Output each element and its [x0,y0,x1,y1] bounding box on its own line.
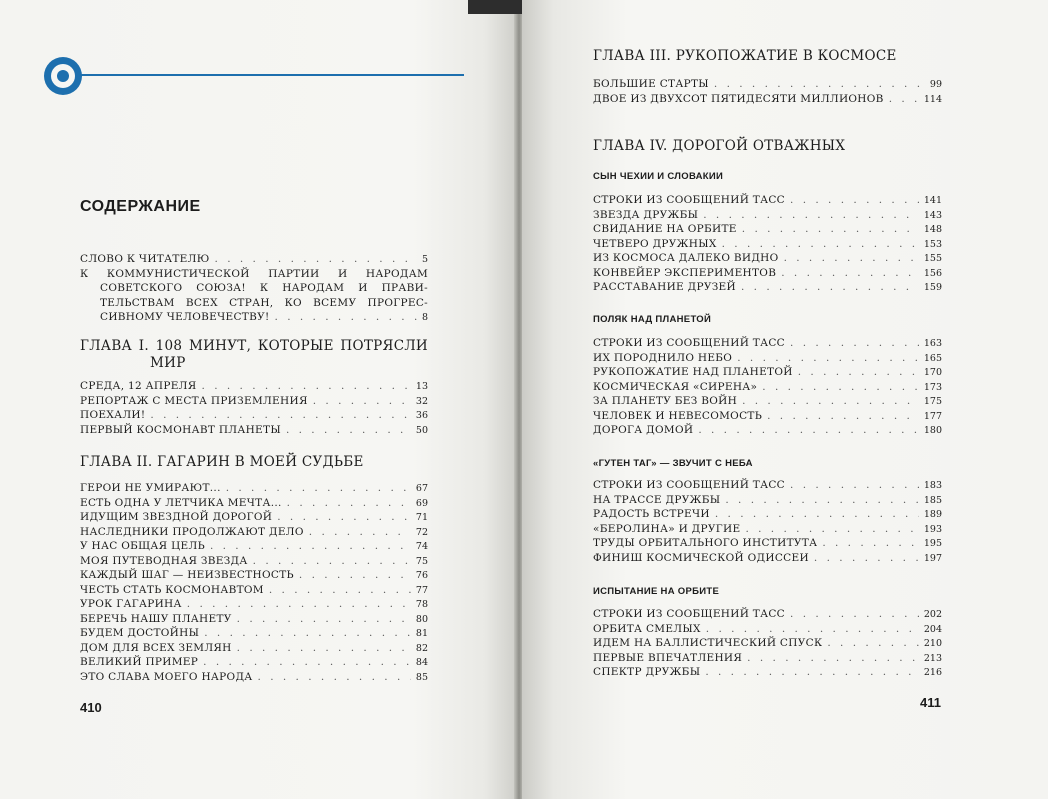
toc-entry-title: УРОК ГАГАРИНА [80,598,182,610]
toc-entry-title: ЧЕСТЬ СТАТЬ КОСМОНАВТОМ [80,583,264,596]
toc-entry-title: У НАС ОБЩАЯ ЦЕЛЬ [80,540,205,552]
toc-entry-title: СПЕКТР ДРУЖБЫ [593,666,701,678]
leader-dots [784,251,919,266]
leader-dots [299,568,411,583]
toc-entry-page: 75 [415,555,428,567]
toc-entry-title: «БЕРОЛИНА» И ДРУГИЕ [593,522,741,535]
toc-entry-page: 210 [923,638,942,649]
leader-dots [790,336,919,351]
toc-entry[interactable] [593,77,942,92]
toc-entry-title: ТРУДЫ ОРБИТАЛЬНОГО ИНСТИТУТА [593,537,818,549]
toc-entry[interactable] [593,522,942,537]
toc-entry-page: 156 [923,267,942,279]
toc-entry[interactable] [80,252,428,267]
leader-dots [741,280,919,295]
leader-dots [215,252,417,267]
toc-entry-page: 71 [415,512,428,523]
leader-dots [269,583,411,598]
header-rule [76,74,464,76]
toc-entry-page: 143 [923,209,942,221]
leader-dots [889,92,919,107]
toc-entry[interactable] [593,266,942,281]
appeal-last-line [80,310,428,325]
appeal-line: СОВЕТСКОГО СОЮЗА! К НАРОДАМ И ПРАВИ- [100,282,428,294]
toc-entry-title: ИХ ПОРОДНИЛО НЕБО [593,351,733,364]
toc-entry-page: 69 [415,497,428,509]
chapter-1-entries [80,379,428,437]
toc-entry[interactable] [593,237,942,252]
leader-dots [747,651,919,666]
toc-entry-title: МОЯ ПУТЕВОДНАЯ ЗВЕЗДА [80,554,248,567]
toc-entry-page: 84 [415,657,428,668]
toc-entry-page: 77 [415,584,428,596]
toc-entry-page: 85 [415,671,428,683]
toc-entry-title: ФИНИШ КОСМИЧЕСКОЙ ОДИССЕИ [593,551,809,564]
toc-entry[interactable] [593,536,942,551]
toc-entry[interactable] [593,493,942,508]
leader-dots [814,551,919,566]
toc-entry-page: 159 [923,282,942,293]
toc-entry-title: ИДЕМ НА БАЛЛИСТИЧЕСКИЙ СПУСК [593,637,823,649]
leader-dots [762,380,919,395]
contents-title: СОДЕРЖАНИЕ [80,198,201,215]
leader-dots [253,554,411,569]
toc-entry-page: 175 [923,396,942,407]
toc-entry[interactable] [593,280,942,295]
toc-entry-title: КОСМИЧЕСКАЯ «СИРЕНА» [593,380,758,393]
toc-entry[interactable] [80,481,428,496]
leader-dots [313,394,411,409]
toc-entry-page: 197 [923,552,942,564]
leader-dots [827,636,918,651]
toc-entry[interactable] [80,496,428,511]
leader-dots [150,408,411,423]
section-4-entries [593,607,942,680]
toc-entry[interactable] [80,510,428,525]
toc-entry-page: 99 [929,79,942,90]
appeal-line: К КОММУНИСТИЧЕСКОЙ ПАРТИИ И НАРОДАМ [80,267,428,280]
toc-entry-page: 67 [415,483,428,494]
toc-entry-page: 189 [923,509,942,520]
right-page [522,0,1048,799]
leader-dots [275,310,417,325]
toc-entry-page: 76 [415,570,428,581]
toc-entry[interactable] [593,423,942,438]
leader-dots [722,237,919,252]
leader-dots [202,379,411,394]
toc-entry-title: НАСЛЕДНИКИ ПРОДОЛЖАЮТ ДЕЛО [80,525,304,538]
leader-dots [742,394,919,409]
toc-entry[interactable] [80,539,428,554]
toc-entry-page: 5 [421,254,428,265]
toc-entry[interactable] [80,568,428,583]
toc-entry-title: ЗВЕЗДА ДРУЖБЫ [593,208,699,221]
leader-dots [258,670,411,685]
toc-entry-page: 165 [923,352,942,364]
toc-entry-title: СТРОКИ ИЗ СООБЩЕНИЙ ТАСС [593,608,786,620]
toc-entry[interactable] [80,612,428,627]
toc-entry[interactable] [593,622,942,637]
leader-dots [715,507,919,522]
toc-entry[interactable] [593,193,942,208]
toc-entry-page: 13 [415,381,428,392]
toc-entry[interactable] [80,641,428,656]
toc-entry[interactable] [593,507,942,522]
chapter-3-heading: ГЛАВА III. РУКОПОЖАТИЕ В КОСМОСЕ [593,48,897,64]
toc-entry[interactable] [593,665,942,680]
page-number-right: 411 [920,695,941,710]
toc-entry-page: 8 [421,312,428,323]
leader-dots [309,525,411,540]
toc-entry-title: ИЗ КОСМОСА ДАЛЕКО ВИДНО [593,252,779,264]
toc-entry[interactable] [593,409,942,424]
section-heading: СЫН ЧЕХИИ И СЛОВАКИИ [593,171,724,182]
toc-entry[interactable] [593,351,942,366]
toc-entry[interactable] [593,208,942,223]
toc-entry-title: КОНВЕЙЕР ЭКСПЕРИМЕНТОВ [593,266,777,279]
toc-entry[interactable] [593,222,942,237]
toc-entry-page: 170 [923,367,942,378]
toc-entry[interactable] [80,394,428,409]
toc-entry[interactable] [80,525,428,540]
section-2-entries [593,336,942,438]
toc-entry-title: ОРБИТА СМЕЛЫХ [593,622,701,635]
toc-entry-title: СТРОКИ ИЗ СООБЩЕНИЙ ТАСС [593,337,786,349]
toc-entry-page: 114 [923,93,942,105]
toc-entry[interactable] [593,251,942,266]
leader-dots [287,496,411,511]
target-emblem-icon [44,57,82,95]
toc-entry-title: ЭТО СЛАВА МОЕГО НАРОДА [80,670,253,683]
toc-entry-title: БОЛЬШИЕ СТАРТЫ [593,78,709,90]
leader-dots [204,626,411,641]
section-heading: ИСПЫТАНИЕ НА ОРБИТЕ [593,586,720,597]
toc-entry-title: ИДУЩИМ ЗВЕЗДНОЙ ДОРОГОЙ [80,511,273,523]
section-1-entries [593,193,942,295]
chapter-1-heading [80,338,428,372]
toc-entry-page: 216 [923,667,942,678]
toc-entry-page: 141 [923,195,942,206]
appeal-entry[interactable] [80,267,428,325]
intro-block [80,252,428,325]
toc-entry[interactable] [593,607,942,622]
leader-dots [237,612,411,627]
leader-dots [742,222,919,237]
leader-dots [725,493,918,508]
toc-entry-page: 80 [415,613,428,625]
leader-dots [286,423,411,438]
toc-entry-page: 148 [923,224,942,235]
toc-entry[interactable] [593,478,942,493]
toc-entry[interactable] [593,365,942,380]
toc-entry[interactable] [593,394,942,409]
toc-entry-page: 183 [923,480,942,491]
toc-entry-title: ПЕРВЫЕ ВПЕЧАТЛЕНИЯ [593,651,743,664]
toc-entry-title: РЕПОРТАЖ С МЕСТА ПРИЗЕМЛЕНИЯ [80,394,308,407]
chapter-3-entries [593,77,942,106]
toc-entry[interactable] [80,597,428,612]
appeal-line: ТЕЛЬСТВАМ ВСЕХ СТРАН, КО ВСЕМУ ПРОГРЕС- [100,296,428,309]
leader-dots [790,607,919,622]
toc-entry-page: 50 [415,424,428,436]
left-page [0,0,516,799]
leader-dots [226,481,411,496]
toc-entry-page: 78 [415,599,428,610]
toc-entry-page: 82 [415,642,428,654]
toc-entry-title: ПОЕХАЛИ! [80,409,146,421]
toc-entry-title: ДВОЕ ИЗ ДВУХСОТ ПЯТИДЕСЯТИ МИЛЛИОНОВ [593,92,884,105]
toc-entry-title: ЗА ПЛАНЕТУ БЕЗ ВОЙН [593,395,738,407]
toc-entry-page: 36 [415,410,428,421]
toc-entry-page: 180 [923,425,942,436]
leader-dots [277,510,411,525]
leader-dots [767,409,919,424]
toc-entry-page: 213 [923,652,942,664]
appeal-line: СИВНОМУ ЧЕЛОВЕЧЕСТВУ! [100,311,270,323]
toc-entry-title: РУКОПОЖАТИЕ НАД ПЛАНЕТОЙ [593,366,793,378]
section-3-entries [593,478,942,565]
section-heading: ПОЛЯК НАД ПЛАНЕТОЙ [593,314,712,325]
toc-entry-title: БЕРЕЧЬ НАШУ ПЛАНЕТУ [80,612,232,625]
leader-dots [706,622,919,637]
toc-entry-title: ПЕРВЫЙ КОСМОНАВТ ПЛАНЕТЫ [80,423,281,436]
toc-entry-page: 204 [923,623,942,635]
chapter-1-heading-line1: ГЛАВА I. 108 МИНУТ, КОТОРЫЕ ПОТРЯСЛИ [80,338,428,354]
leader-dots [798,365,919,380]
chapter-2-heading: ГЛАВА II. ГАГАРИН В МОЕЙ СУДЬБЕ [80,454,364,470]
section-heading: «ГУТЕН ТАГ» — ЗВУЧИТ С НЕБА [593,458,753,469]
toc-entry[interactable] [80,554,428,569]
toc-entry-title: СЛОВО К ЧИТАТЕЛЮ [80,253,210,265]
toc-entry[interactable] [80,655,428,670]
toc-entry[interactable] [80,379,428,394]
toc-entry-page: 74 [415,541,428,552]
toc-entry-title: КАЖДЫЙ ШАГ — НЕИЗВЕСТНОСТЬ [80,569,294,581]
toc-entry-title: ЧЕТВЕРО ДРУЖНЫХ [593,237,717,250]
toc-entry-page: 163 [923,338,942,349]
toc-entry-title: БУДЕМ ДОСТОЙНЫ [80,627,200,639]
toc-entry-title: СРЕДА, 12 АПРЕЛЯ [80,380,197,392]
toc-entry[interactable] [593,92,942,107]
toc-entry-page: 202 [923,609,942,620]
page-number-left: 410 [80,700,102,715]
leader-dots [210,539,411,554]
leader-dots [737,351,919,366]
leader-dots [703,208,919,223]
leader-dots [698,423,919,438]
toc-entry-title: СТРОКИ ИЗ СООБЩЕНИЙ ТАСС [593,194,786,206]
toc-entry[interactable] [80,626,428,641]
toc-entry-title: ДОМ ДЛЯ ВСЕХ ЗЕМЛЯН [80,641,232,654]
toc-entry-page: 195 [923,538,942,549]
toc-entry[interactable] [80,423,428,438]
toc-entry[interactable] [80,408,428,423]
leader-dots [745,522,918,537]
leader-dots [187,597,411,612]
leader-dots [790,478,919,493]
toc-entry[interactable] [593,551,942,566]
leader-dots [714,77,925,92]
toc-entry-page: 32 [415,395,428,407]
toc-entry-page: 193 [923,523,942,535]
chapter-2-entries [80,481,428,684]
toc-entry-title: РАДОСТЬ ВСТРЕЧИ [593,508,710,520]
toc-entry-title: СВИДАНИЕ НА ОРБИТЕ [593,223,737,235]
toc-entry-title: РАССТАВАНИЕ ДРУЗЕЙ [593,281,736,293]
toc-entry-page: 153 [923,238,942,250]
toc-entry[interactable] [80,583,428,598]
toc-entry[interactable] [593,380,942,395]
toc-entry-title: НА ТРАССЕ ДРУЖБЫ [593,493,721,506]
leader-dots [705,665,919,680]
leader-dots [203,655,411,670]
toc-entry-page: 173 [923,381,942,393]
toc-entry[interactable] [80,670,428,685]
toc-entry-title: ЕСТЬ ОДНА У ЛЕТЧИКА МЕЧТА... [80,496,282,509]
toc-entry[interactable] [593,336,942,351]
leader-dots [822,536,919,551]
emblem-center-dot [57,70,69,82]
toc-entry[interactable] [593,636,942,651]
toc-entry-page: 177 [923,410,942,422]
toc-entry-title: ВЕЛИКИЙ ПРИМЕР [80,656,199,668]
toc-entry-title: ЧЕЛОВЕК И НЕВЕСОМОСТЬ [593,409,763,422]
leader-dots [781,266,919,281]
leader-dots [237,641,411,656]
toc-entry-title: ГЕРОИ НЕ УМИРАЮТ... [80,482,221,494]
scan-edge-strip [468,0,528,14]
toc-entry-page: 81 [415,628,428,639]
chapter-4-heading: ГЛАВА IV. ДОРОГОЙ ОТВАЖНЫХ [593,138,846,154]
leader-dots [790,193,919,208]
toc-entry-title: ДОРОГА ДОМОЙ [593,424,694,436]
toc-entry-page: 72 [415,526,428,538]
chapter-1-heading-line2: МИР [150,355,186,371]
toc-entry[interactable] [593,651,942,666]
toc-entry-page: 185 [923,494,942,506]
toc-entry-page: 155 [923,253,942,264]
toc-entry-title: СТРОКИ ИЗ СООБЩЕНИЙ ТАСС [593,479,786,491]
